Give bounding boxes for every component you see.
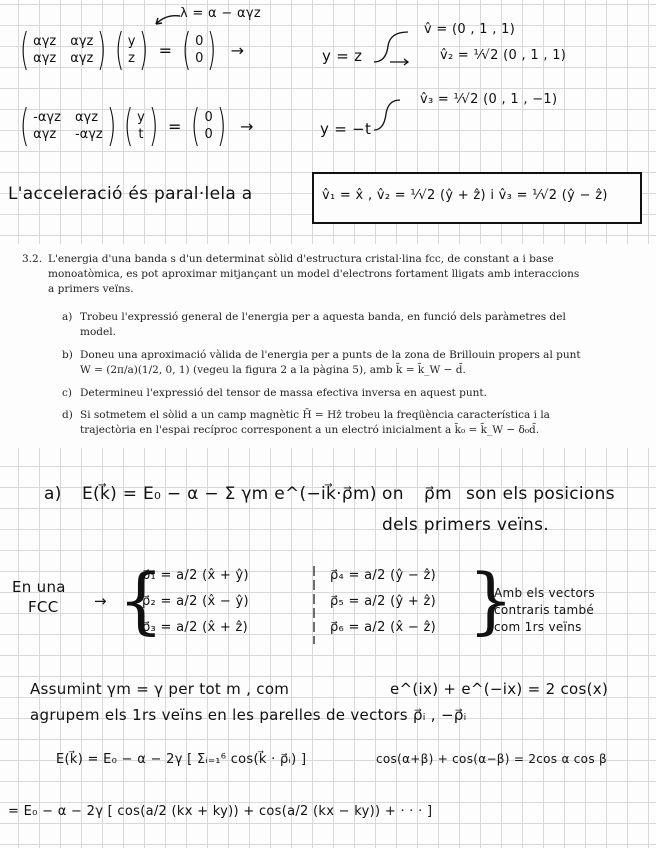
fcc-note: contraris també bbox=[494, 603, 595, 617]
part-d-text: trajectòria en l'espai recíproc corresponent a un electró inicialment a k̄₀ = k̄_W − δ₀d̄. bbox=[80, 424, 540, 436]
vector-cell: y bbox=[127, 34, 136, 49]
matrix-cell: αγz bbox=[33, 34, 57, 49]
eigenvector-v3: v̂₃ = ¹⁄√2 (0 , 1 , −1) bbox=[420, 92, 558, 107]
fcc-label: FCC bbox=[28, 598, 59, 616]
vector-cell: z bbox=[128, 51, 135, 66]
eigenvector-v2: v̂₂ = ¹⁄√2 (0 , 1 , 1) bbox=[440, 48, 567, 63]
matrix-equation-2: ( -αγz αγz αγz -αγz ) ( y t ) = ( 0 0 ) → bbox=[19, 100, 254, 151]
result-cell: 0 bbox=[204, 127, 213, 142]
problem-statement bbox=[0, 244, 656, 448]
grouping-text: agrupem els 1rs veïns en les parelles de vectors ρ⃗ᵢ , −ρ⃗ᵢ bbox=[30, 706, 467, 724]
energy-general-equation: E(k⃗) = E₀ − α − Σ γm e^(−ik⃗·ρ⃗m) bbox=[82, 484, 377, 504]
result-cell: 0 bbox=[195, 34, 204, 49]
acceleration-label: L'acceleració és paral·lela a bbox=[8, 184, 253, 204]
left-brace-icon: { bbox=[118, 558, 164, 642]
problem-intro-line: monoatòmica, es pot aproximar mitjançant un model d'electrons fortament lligats amb interaccions bbox=[48, 268, 580, 280]
neighbour-vector: ρ⃗₆ = a/2 (x̂ − ẑ) bbox=[330, 620, 436, 635]
eigenvector-v: v̂ = (0 , 1 , 1) bbox=[424, 22, 516, 37]
on-word: on bbox=[382, 484, 404, 504]
branch-curve-icon bbox=[372, 94, 402, 134]
matrix-cell: αγz bbox=[33, 51, 57, 66]
solution-y-equals-z: y = z bbox=[322, 47, 363, 65]
fcc-note: Amb els vectors bbox=[494, 586, 595, 600]
part-d-label: d) bbox=[62, 409, 73, 421]
part-d-text: Si sotmetem el sòlid a un camp magnètic H̄ = Hẑ trobeu la freqüència característica i la bbox=[80, 409, 550, 421]
matrix-cell: αγz bbox=[33, 127, 57, 142]
part-a-label: a) bbox=[62, 311, 73, 323]
part-a-text: model. bbox=[80, 326, 116, 338]
part-b-label: b) bbox=[62, 349, 73, 361]
euler-identity: e^(ix) + e^(−ix) = 2 cos(x) bbox=[390, 680, 609, 698]
problem-intro-line: a primers veïns. bbox=[48, 283, 134, 295]
cos-identity: cos(α+β) + cos(α−β) = 2cos α cos β bbox=[376, 752, 607, 766]
part-a-text: Trobeu l'expressió general de l'energia per a aquesta banda, en funció dels paràmetres del bbox=[80, 311, 566, 323]
vector-cell: y bbox=[137, 110, 145, 125]
problem-intro-line: L'energia d'una banda s d'un determinat sòlid d'estructura cristal·lina fcc, de constant a i base bbox=[48, 253, 554, 265]
matrix-equation-1: ( αγz αγz αγz αγz ) ( y z ) = ( 0 0 ) → bbox=[19, 24, 245, 75]
result-cell: 0 bbox=[204, 110, 213, 125]
neighbour-vector: ρ⃗₄ = a/2 (ŷ − ẑ) bbox=[330, 568, 436, 583]
part-c-text: Determineu l'expressió del tensor de massa efectiva inversa en aquest punt. bbox=[80, 387, 487, 399]
neighbour-vector: ρ⃗₂ = a/2 (x̂ − ŷ) bbox=[142, 594, 249, 609]
part-c-label: c) bbox=[62, 387, 72, 399]
neighbour-vector: ρ⃗₅ = a/2 (ŷ + ẑ) bbox=[330, 594, 436, 609]
boxed-result bbox=[312, 172, 642, 224]
lambda-note: λ = α − αγz bbox=[180, 6, 261, 21]
column-divider bbox=[312, 566, 316, 644]
rho-m-symbol: ρ⃗m bbox=[424, 484, 452, 504]
neighbour-vector: ρ⃗₁ = a/2 (x̂ + ŷ) bbox=[142, 568, 249, 583]
part-b-text: Doneu una aproximació vàlida de l'energia per a punts de la zona de Brillouin propers al punt bbox=[80, 349, 581, 361]
neighbour-vector: ρ⃗₃ = a/2 (x̂ + ẑ) bbox=[142, 620, 248, 635]
fcc-note: com 1rs veïns bbox=[494, 620, 582, 634]
vector-cell: t bbox=[138, 127, 144, 142]
branch-curve-icon bbox=[372, 26, 412, 66]
boxed-result-text: v̂₁ = x̂ , v̂₂ = ¹⁄√2 (ŷ + ẑ) i v̂₃ = ¹⁄√2 (ŷ − ẑ) bbox=[322, 188, 608, 203]
right-brace-icon: } bbox=[468, 558, 514, 642]
first-neighbours-text: dels primers veïns. bbox=[382, 515, 549, 535]
part-b-text: W = (2π/a)(1/2, 0, 1) (vegeu la figura 2 a la pàgina 5), amb k̄ = k̄_W − d̄. bbox=[80, 364, 466, 376]
matrix-cell: -αγz bbox=[33, 110, 61, 125]
matrix-cell: αγz bbox=[70, 34, 94, 49]
matrix-cell: -αγz bbox=[74, 127, 103, 142]
result-cell: 0 bbox=[195, 51, 204, 66]
arrow-icon: → bbox=[94, 592, 107, 610]
energy-expanded: = E₀ − α − 2γ [ cos(a/2 (kx + ky)) + cos(a/2 (kx − ky)) + · · · ] bbox=[8, 804, 433, 819]
matrix-cell: αγz bbox=[70, 51, 94, 66]
positions-text: son els posicions bbox=[466, 484, 615, 504]
fcc-label: En una bbox=[12, 578, 66, 596]
energy-cos-sum: E(k⃗) = E₀ − α − 2γ [ Σᵢ₌₁⁶ cos(k⃗ · ρ⃗ᵢ) ] bbox=[56, 752, 307, 767]
solution-y-equals-minus-t: y = −t bbox=[320, 120, 372, 138]
lambda-arrow-icon bbox=[152, 10, 182, 30]
assumption-text: Assumint γm = γ per tot m , com bbox=[30, 680, 290, 698]
problem-number: 3.2. bbox=[22, 253, 43, 265]
matrix-cell: αγz bbox=[74, 110, 99, 125]
solution-a-label: a) bbox=[44, 484, 62, 504]
